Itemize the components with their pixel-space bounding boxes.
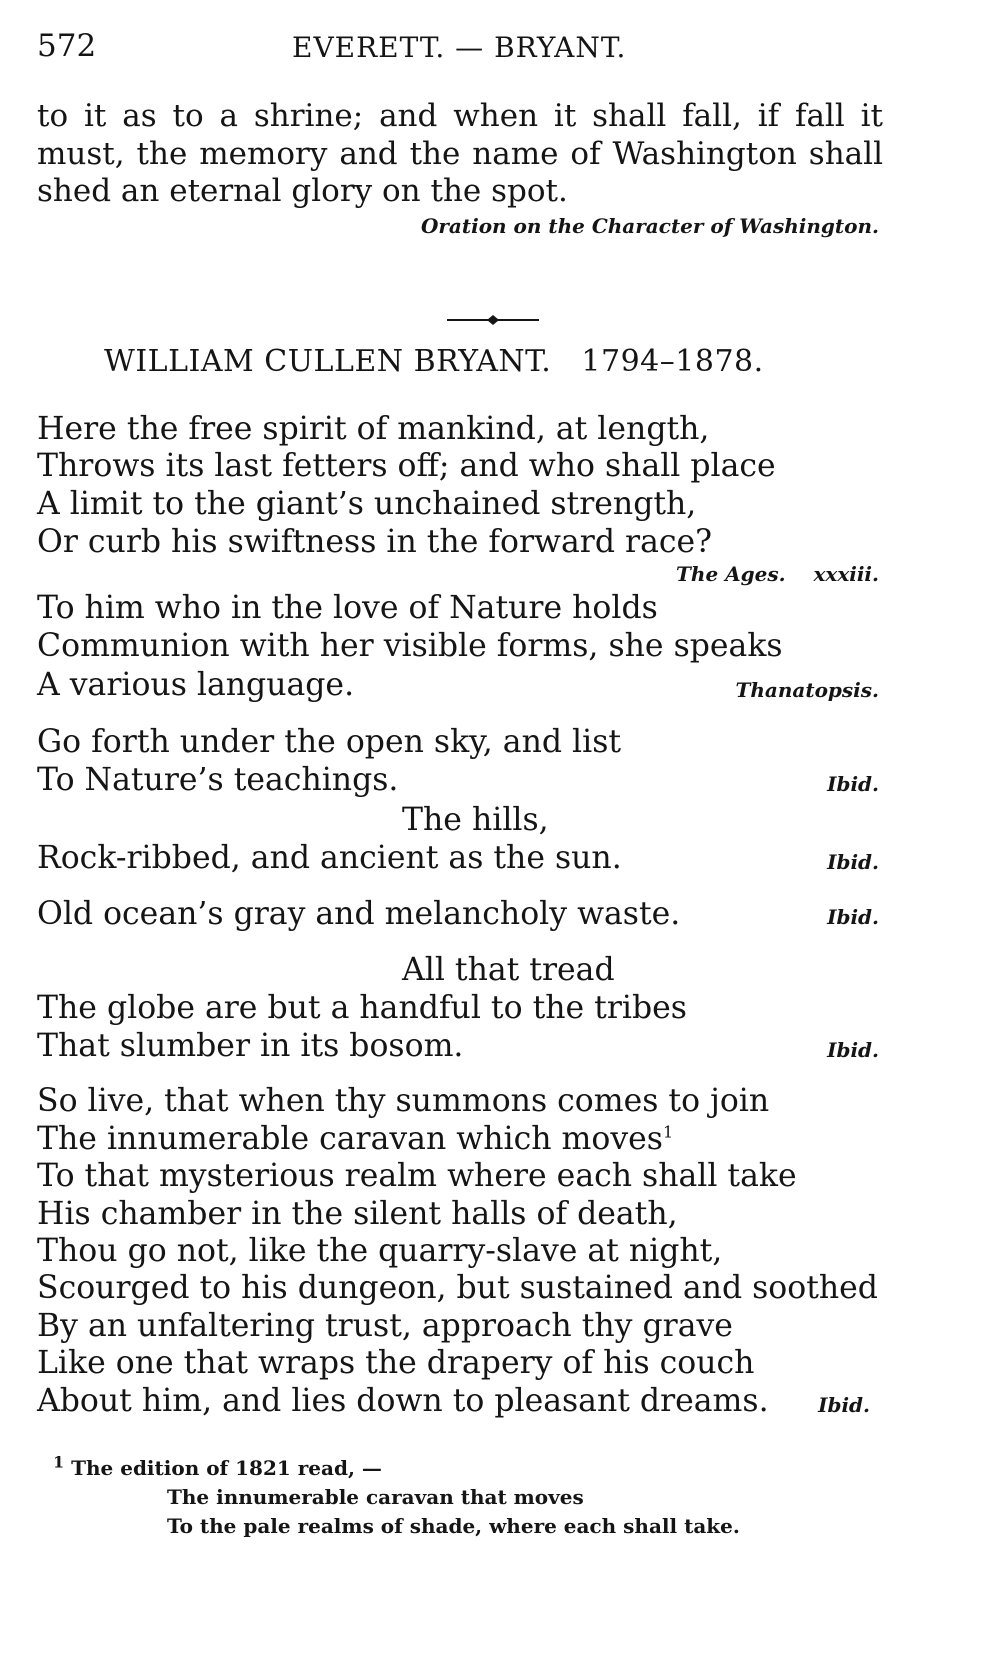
q7-line-1: So live, that when thy summons comes to join xyxy=(37,1083,770,1119)
running-title: EVERETT. — BRYANT. xyxy=(292,31,627,64)
q7-line-8: Like one that wraps the drapery of his couch xyxy=(37,1345,755,1381)
q7-line-2 xyxy=(37,1121,673,1157)
everett-line-2: must, the memory and the name of Washington shall xyxy=(37,136,883,172)
footnote-intro xyxy=(53,1452,382,1480)
section-divider-ornament xyxy=(447,314,539,326)
q1-citation-number: xxxiii. xyxy=(813,562,879,586)
footnote-line-2: To the pale realms of shade, where each shall take. xyxy=(167,1514,740,1538)
q7-line-9: About him, and lies down to pleasant dreams. xyxy=(37,1383,769,1419)
author-name: WILLIAM CULLEN BRYANT. xyxy=(104,344,552,379)
q3-citation: Ibid. xyxy=(827,772,879,796)
q1-citation xyxy=(676,562,879,586)
q5-line-1: Old ocean’s gray and melancholy waste. xyxy=(37,896,681,932)
q7-line-4: His chamber in the silent halls of death, xyxy=(37,1196,678,1232)
q4-line-2: Rock-ribbed, and ancient as the sun. xyxy=(37,840,622,876)
section-title xyxy=(104,344,764,379)
q1-line-2: Throws its last fetters off; and who shall place xyxy=(37,448,776,484)
q6-line-1: All that tread xyxy=(402,952,615,988)
q1-line-4: Or curb his swiftness in the forward race? xyxy=(37,524,713,560)
q2-line-1: To him who in the love of Nature holds xyxy=(37,590,658,626)
page-number: 572 xyxy=(37,28,97,64)
q2-citation: Thanatopsis. xyxy=(735,678,879,702)
everett-line-3: shed an eternal glory on the spot. xyxy=(37,173,568,209)
q7-line-2-text: The innumerable caravan which moves xyxy=(37,1121,663,1157)
q7-citation: Ibid. xyxy=(818,1393,870,1417)
q4-line-1: The hills, xyxy=(402,802,549,838)
q7-line-5: Thou go not, like the quarry-slave at night, xyxy=(37,1233,723,1269)
q1-line-3: A limit to the giant’s unchained strength, xyxy=(37,486,697,522)
q1-line-1: Here the free spirit of mankind, at length, xyxy=(37,411,710,447)
q7-footnote-marker: 1 xyxy=(662,1122,674,1142)
everett-line-1: to it as to a shrine; and when it shall fall, if fall it xyxy=(37,98,883,134)
q6-line-2: The globe are but a handful to the tribes xyxy=(37,990,687,1026)
q7-line-6: Scourged to his dungeon, but sustained and soothed xyxy=(37,1270,878,1306)
q6-line-3: That slumber in its bosom. xyxy=(37,1028,464,1064)
q3-line-2: To Nature’s teachings. xyxy=(37,762,399,798)
q7-line-3: To that mysterious realm where each shall take xyxy=(37,1158,797,1194)
q2-line-3: A various language. xyxy=(37,667,355,703)
q2-line-2: Communion with her visible forms, she speaks xyxy=(37,628,783,664)
q4-citation: Ibid. xyxy=(827,850,879,874)
footnote-intro-text: The edition of 1821 read, — xyxy=(71,1456,382,1480)
footnote-line-1: The innumerable caravan that moves xyxy=(167,1485,584,1509)
author-dates: 1794–1878. xyxy=(581,344,764,379)
q5-citation: Ibid. xyxy=(827,905,879,929)
q1-citation-title: The Ages. xyxy=(676,562,786,586)
everett-citation: Oration on the Character of Washington. xyxy=(420,214,879,238)
q3-line-1: Go forth under the open sky, and list xyxy=(37,724,622,760)
q7-line-7: By an unfaltering trust, approach thy grave xyxy=(37,1308,733,1344)
q6-citation: Ibid. xyxy=(827,1038,879,1062)
footnote-marker: 1 xyxy=(53,1452,65,1472)
